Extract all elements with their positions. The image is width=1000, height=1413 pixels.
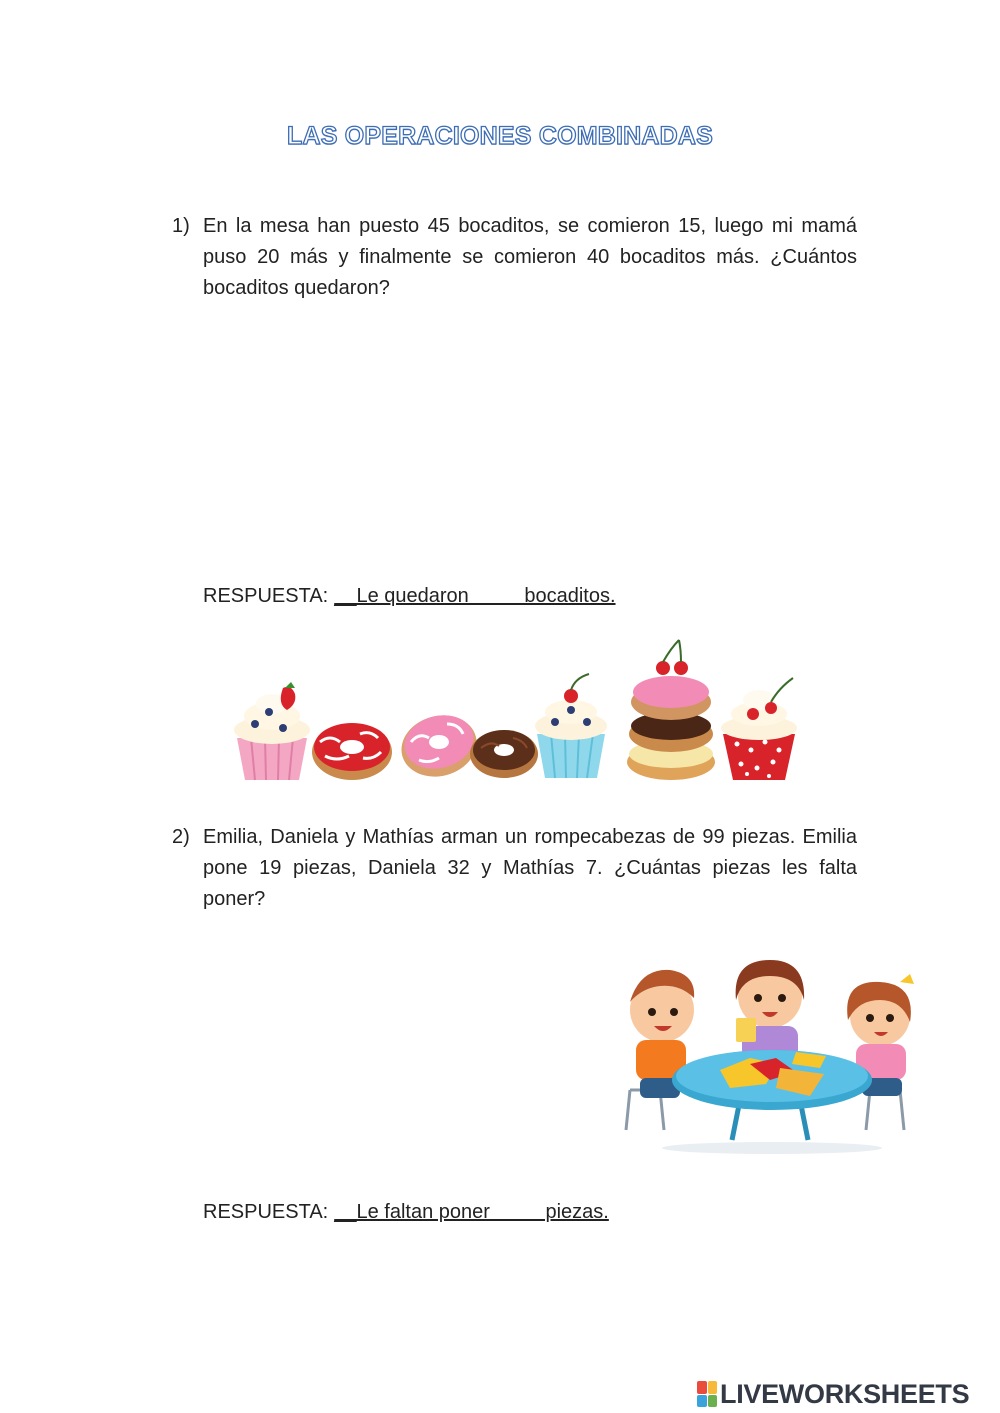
question-1	[172, 211, 857, 304]
answer-label: RESPUESTA:	[203, 1201, 329, 1223]
cupcake-icon	[721, 678, 797, 780]
donut-icon	[312, 723, 392, 780]
answer-line[interactable]: __Le faltan poner piezas.	[334, 1201, 609, 1223]
answer-line[interactable]: __Le quedaron bocaditos.	[334, 585, 616, 607]
liveworksheets-logo-icon	[697, 1381, 717, 1407]
question-2	[172, 822, 857, 915]
question-number: 2)	[172, 826, 190, 848]
question-text: Emilia, Daniela y Mathías arman un rompecabezas de 99 piezas. Emilia pone 19 piezas, Daniela 32 y Mathías 7. ¿Cuántas piezas les falta poner?	[203, 826, 857, 910]
sweets-illustration	[225, 638, 805, 788]
stacked-donuts-icon	[627, 640, 715, 780]
cupcake-icon	[234, 682, 310, 780]
donut-icon	[395, 707, 484, 785]
kids-puzzle-illustration	[600, 940, 940, 1160]
answer-1	[203, 585, 616, 608]
table-icon	[672, 1050, 872, 1140]
cupcake-icon	[535, 674, 607, 778]
donut-icon	[470, 730, 538, 778]
answer-label: RESPUESTA:	[203, 585, 329, 607]
question-number: 1)	[172, 215, 190, 237]
brand-name: LIVEWORKSHEETS	[720, 1378, 970, 1409]
liveworksheets-logo	[697, 1378, 969, 1410]
question-text: En la mesa han puesto 45 bocaditos, se comieron 15, luego mi mamá puso 20 más y finalmente se comieron 40 bocaditos más. ¿Cuántos bocaditos quedaron?	[203, 215, 857, 299]
kid-icon	[736, 960, 804, 1060]
worksheet-title: LAS OPERACIONES COMBINADAS	[286, 122, 714, 150]
answer-2	[203, 1201, 609, 1224]
